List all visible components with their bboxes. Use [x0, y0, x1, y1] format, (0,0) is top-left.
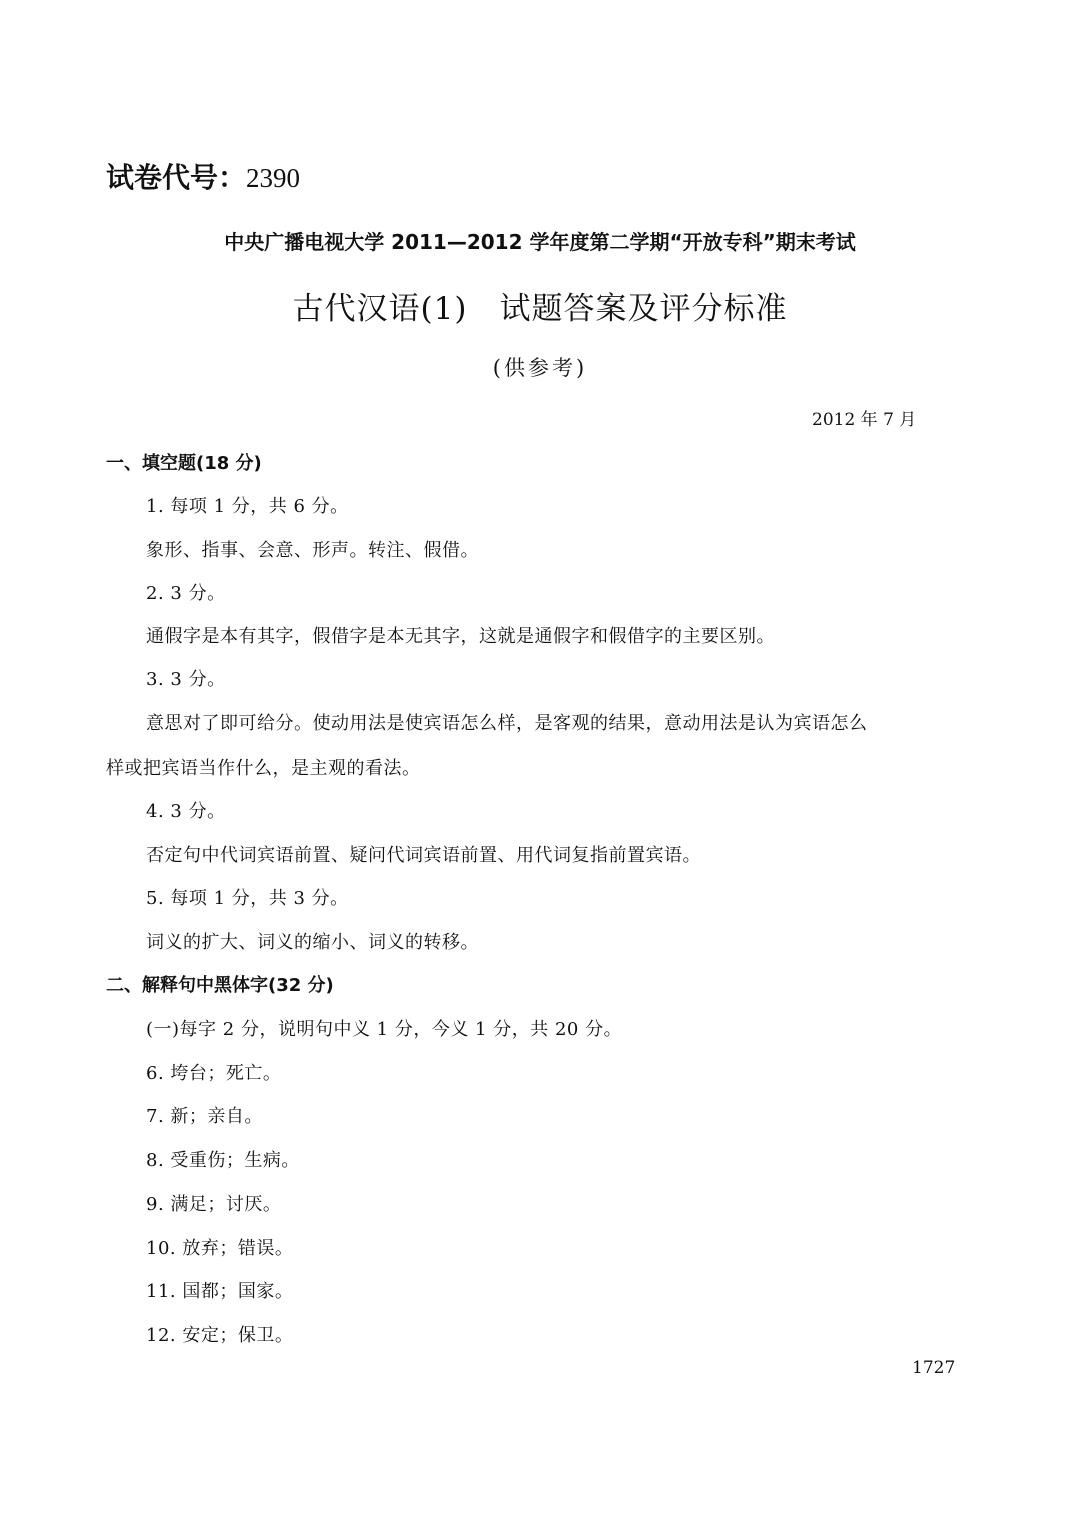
paper-code	[106, 156, 300, 196]
section1-line: 意思对了即可给分。使动用法是使宾语怎么样，是客观的结果，意动用法是认为宾语怎么	[146, 713, 868, 734]
exam-header: 中央广播电视大学 2011—2012 学年度第二学期“开放专科”期末考试	[224, 230, 856, 254]
section2-line: 9. 满足；讨厌。	[146, 1194, 282, 1215]
section1-line: 通假字是本有其字，假借字是本无其字，这就是通假字和假借字的主要区别。	[146, 626, 775, 647]
reference-note: (供参考)	[492, 356, 588, 380]
section2-heading: 二、解释句中黑体字(32 分)	[106, 975, 334, 996]
exam-date: 2012 年 7 月	[812, 410, 917, 430]
section1-line: 象形、指事、会意、形声。转注、假借。	[146, 540, 479, 561]
section1-line: 词义的扩大、词义的缩小、词义的转移。	[146, 932, 479, 953]
section1-line: 否定句中代词宾语前置、疑问代词宾语前置、用代词复指前置宾语。	[146, 845, 701, 866]
section2-line: 6. 垮台；死亡。	[146, 1063, 282, 1084]
page-title: 古代汉语(1) 试题答案及评分标准	[292, 291, 788, 327]
section2-line: 12. 安定；保卫。	[146, 1325, 294, 1346]
paper-code-label: 试卷代号：	[106, 161, 247, 194]
section1-line: 2. 3 分。	[146, 583, 226, 604]
section2-line: 8. 受重伤；生病。	[146, 1150, 300, 1171]
section1-line: 3. 3 分。	[146, 669, 226, 690]
section1-line: 样或把宾语当作什么，是主观的看法。	[106, 758, 421, 779]
section1-heading: 一、填空题(18 分)	[106, 453, 262, 474]
paper-code-number: 2390	[246, 163, 301, 193]
page-number: 1727	[912, 1358, 956, 1378]
section1-line: 4. 3 分。	[146, 801, 226, 822]
section2-line: 11. 国都；国家。	[146, 1281, 294, 1302]
section1-line: 1. 每项 1 分，共 6 分。	[146, 496, 349, 517]
section2-line: 7. 新；亲自。	[146, 1106, 263, 1127]
section2-line: 10. 放弃；错误。	[146, 1238, 294, 1259]
section2-line: (一)每字 2 分，说明句中义 1 分，今义 1 分，共 20 分。	[146, 1019, 623, 1040]
section1-line: 5. 每项 1 分，共 3 分。	[146, 888, 349, 909]
